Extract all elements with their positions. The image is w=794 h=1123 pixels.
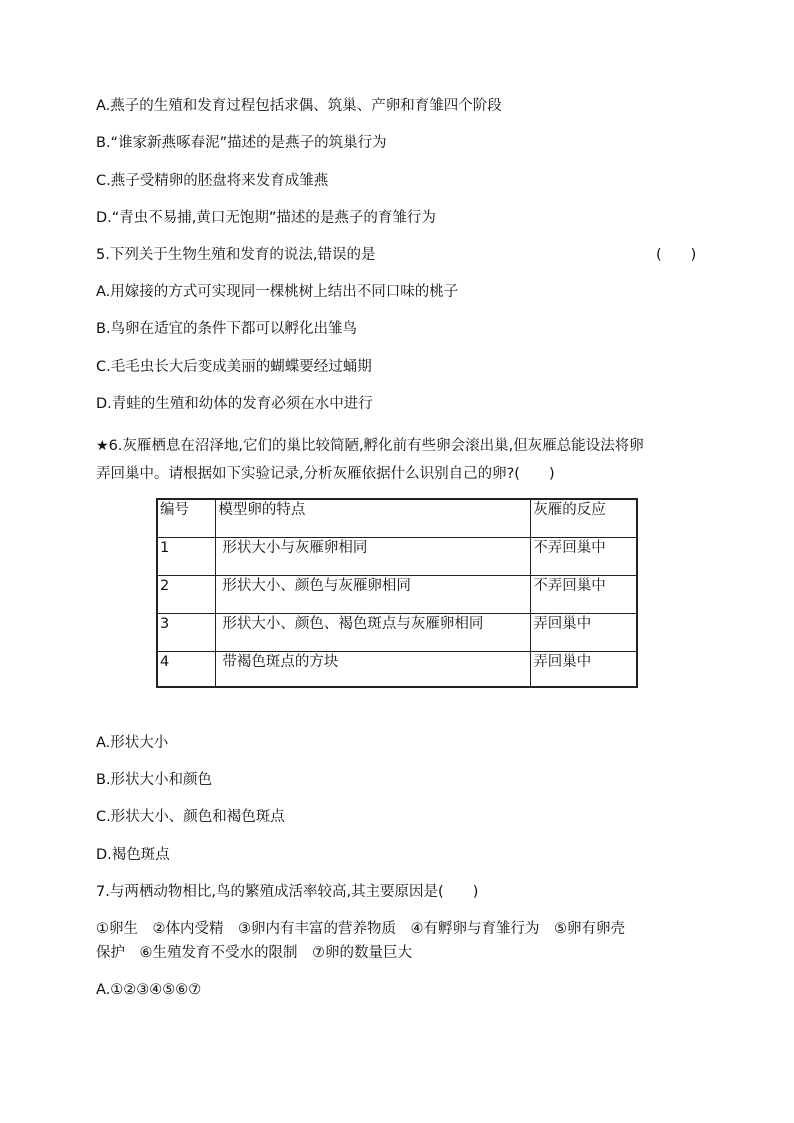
q5-option-c: C.毛毛虫长大后变成美丽的蝴蝶要经过蛹期 [96, 359, 372, 375]
table-row [157, 538, 637, 576]
table-row [157, 614, 637, 652]
table-cell: 形状大小、颜色与灰雁卵相同 [216, 576, 531, 614]
table-cell: 4 [157, 652, 216, 688]
q5-option-a: A.用嫁接的方式可实现同一棵桃树上结出不同口味的桃子 [96, 284, 459, 300]
q6-option-c: C.形状大小、颜色和褐色斑点 [96, 809, 285, 825]
q5-stem: 5.下列关于生物生殖和发育的说法,错误的是 [96, 247, 376, 263]
q6-option-b: B.形状大小和颜色 [96, 772, 213, 788]
table-cell: 弄回巢中 [531, 614, 637, 652]
table-cell: 不弄回巢中 [531, 576, 637, 614]
q4-option-d: D.“青虫不易捕,黄口无饱期”描述的是燕子的育雏行为 [96, 210, 436, 226]
q7-items-line1: ①卵生 ②体内受精 ③卵内有丰富的营养物质 ④有孵卵与育雏行为 ⑤卵有卵壳 [96, 921, 625, 937]
table-row [157, 576, 637, 614]
experiment-table [156, 498, 638, 688]
table-header-cell: 编号 [157, 499, 216, 538]
q7-stem: 7.与两栖动物相比,鸟的繁殖成活率较高,其主要原因是( ) [96, 884, 479, 900]
q5-option-d: D.青蛙的生殖和幼体的发育必须在水中进行 [96, 396, 373, 412]
table-header-cell: 灰雁的反应 [531, 499, 637, 538]
table-header-cell: 模型卵的特点 [216, 499, 531, 538]
table-cell: 形状大小、颜色、褐色斑点与灰雁卵相同 [216, 614, 531, 652]
table-cell: 弄回巢中 [531, 652, 637, 688]
q5-answer-paren: ( ) [656, 247, 697, 263]
star-icon: ★ [96, 438, 109, 454]
q6-stem-line2: 弄回巢中。请根据如下实验记录,分析灰雁依据什么识别自己的卵?( ) [96, 466, 555, 482]
q4-option-c: C.燕子受精卵的胚盘将来发育成雏燕 [96, 173, 329, 189]
table-row [157, 652, 637, 688]
q4-option-a: A.燕子的生殖和发育过程包括求偶、筑巢、产卵和育雏四个阶段 [96, 98, 502, 114]
q7-option-a: A.①②③④⑤⑥⑦ [96, 982, 202, 998]
q7-items-line2: 保护 ⑥生殖发育不受水的限制 ⑦卵的数量巨大 [96, 945, 412, 961]
table-cell: 2 [157, 576, 216, 614]
q4-option-b: B.“谁家新燕啄春泥”描述的是燕子的筑巢行为 [96, 135, 387, 151]
q6-option-d: D.褐色斑点 [96, 847, 170, 863]
table-cell: 形状大小与灰雁卵相同 [216, 538, 531, 576]
q6-stem-line1 [96, 436, 644, 456]
table-header-row [157, 499, 637, 538]
table-cell: 3 [157, 614, 216, 652]
table-cell: 1 [157, 538, 216, 576]
q5-option-b: B.鸟卵在适宜的条件下都可以孵化出雏鸟 [96, 321, 358, 337]
table-cell: 不弄回巢中 [531, 538, 637, 576]
q6-option-a: A.形状大小 [96, 735, 169, 751]
table-cell: 带褐色斑点的方块 [216, 652, 531, 688]
q6-stem-text: 6.灰雁栖息在沼泽地,它们的巢比较简陋,孵化前有些卵会滚出巢,但灰雁总能设法将卵 [108, 438, 644, 454]
